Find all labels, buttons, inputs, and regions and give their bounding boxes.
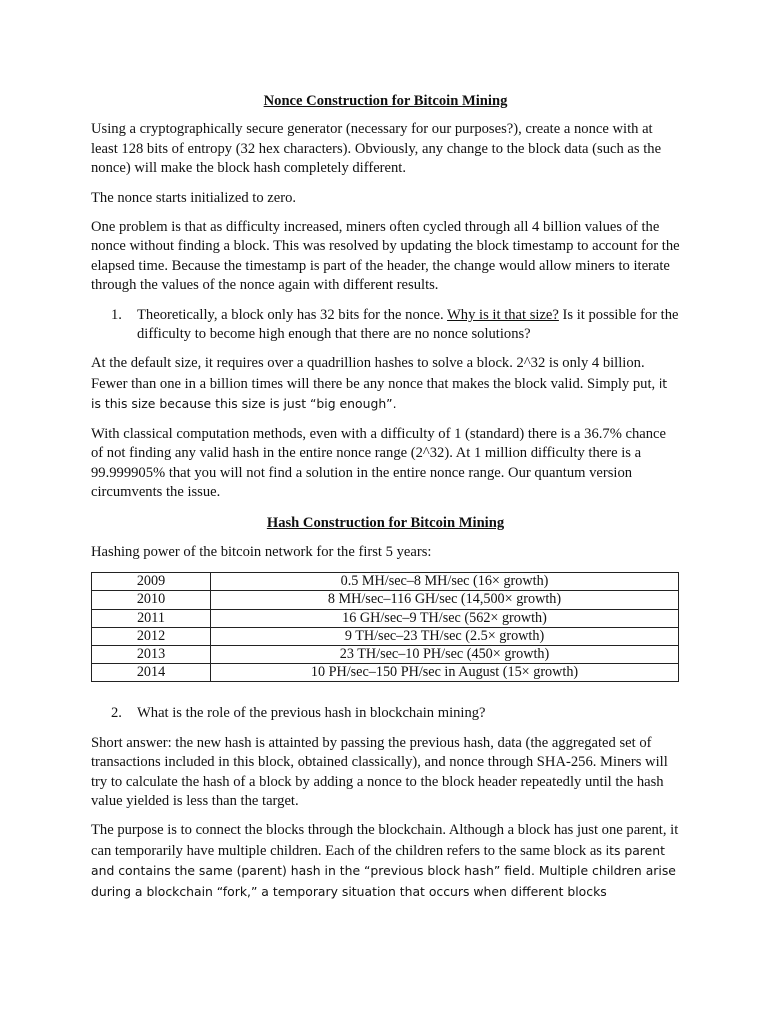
section-heading-nonce: Nonce Construction for Bitcoin Mining xyxy=(263,93,508,109)
question-2-text: What is the role of the previous hash in blockchain mining? xyxy=(137,705,486,722)
paragraph-difficulty-problem: One problem is that as difficulty increased, miners often cycled through all 4 billion values of the nonce without finding a block. This was resolved by updating the block timestamp to account for the elapsed time. Because the timestamp is part of the header, the change would allow miners to iterate through the values of the nonce again with different results. xyxy=(91,219,680,294)
paragraph-purpose-serif: The purpose is to connect the blocks through the blockchain. Although a block has just one parent, it can temporarily have multiple children. Each of the children refers to the same block as xyxy=(91,822,679,859)
table-cell-year: 2010 xyxy=(92,591,211,609)
paragraph-purpose xyxy=(91,821,680,902)
table-row xyxy=(92,591,679,609)
paragraph-classical-computation: With classical computation methods, even with a difficulty of 1 (standard) there is a 36.7% chance of not finding any valid hash in the entire nonce range (2^32). At 1 million difficulty there is a 99.999905% that you will not find a solution in the entire nonce range. Our quantum version circumvents the issue. xyxy=(91,425,667,500)
table-cell-value: 10 PH/sec–150 PH/sec in August (15× growth) xyxy=(211,664,679,682)
paragraph-nonce-init: The nonce starts initialized to zero. xyxy=(91,189,297,206)
section-heading-hash: Hash Construction for Bitcoin Mining xyxy=(266,515,505,532)
table-cell-value: 8 MH/sec–116 GH/sec (14,500× growth) xyxy=(211,591,679,609)
table-cell-year: 2013 xyxy=(92,645,211,663)
paragraph-short-answer: Short answer: the new hash is attainted by passing the previous hash, data (the aggregated set of transactions included in this block, obtained classically), and nonce through SHA-256. Miners will try to calculate the hash of a block by adding a nonce to the block header repeatedly until the hash value yielded is less than the target. xyxy=(91,734,668,809)
table-row xyxy=(92,573,679,591)
table-cell-value: 9 TH/sec–23 TH/sec (2.5× growth) xyxy=(211,627,679,645)
table-row xyxy=(92,609,679,627)
table-cell-year: 2012 xyxy=(92,627,211,645)
paragraph-hashing-power-intro: Hashing power of the bitcoin network for the first 5 years: xyxy=(91,543,432,560)
question-1 xyxy=(91,306,680,345)
table-row xyxy=(92,627,679,645)
table-cell-year: 2011 xyxy=(92,609,211,627)
question-1-underlined: Why is it that size? xyxy=(447,306,559,323)
question-1-number: 1. xyxy=(111,306,122,323)
question-1-text-after: Is it possible for the difficulty to become high enough that there are no nonce solutions? xyxy=(137,306,679,343)
table-cell-value: 23 TH/sec–10 PH/sec (450× growth) xyxy=(211,645,679,663)
paragraph-default-size-serif: At the default size, it requires over a quadrillion hashes to solve a block. 2^32 is only 4 billion. Fewer than one in a billion times will there be any nonce that makes the block valid. Simply put, xyxy=(91,355,659,392)
question-1-text xyxy=(137,306,680,345)
paragraph-nonce-generator: Using a cryptographically secure generator (necessary for our purposes?), create a nonce with at least 128 bits of entropy (32 hex characters). Obviously, any change to the block data (such as the nonce) will make the block hash completely different. xyxy=(91,121,662,177)
table-cell-value: 0.5 MH/sec–8 MH/sec (16× growth) xyxy=(211,573,679,591)
table-cell-year: 2014 xyxy=(92,664,211,682)
table-cell-year: 2009 xyxy=(92,573,211,591)
table-cell-value: 16 GH/sec–9 TH/sec (562× growth) xyxy=(211,609,679,627)
question-2 xyxy=(91,704,680,723)
hashing-power-table xyxy=(91,572,679,682)
paragraph-default-size xyxy=(91,354,680,414)
question-1-text-before: Theoretically, a block only has 32 bits for the nonce. xyxy=(137,306,448,323)
hashing-power-table-wrap xyxy=(91,572,680,682)
table-row xyxy=(92,645,679,663)
table-row xyxy=(92,664,679,682)
question-2-number: 2. xyxy=(111,705,122,722)
paragraph-purpose-sans: its parent and contains the same (parent) hash in the “previous block hash” field. Multiple children arise during a blockchain “fork,” a temporary situation that occurs when different blocks xyxy=(91,842,676,899)
paragraph-default-size-sans: it is this size because this size is just “big enough”. xyxy=(91,375,668,412)
